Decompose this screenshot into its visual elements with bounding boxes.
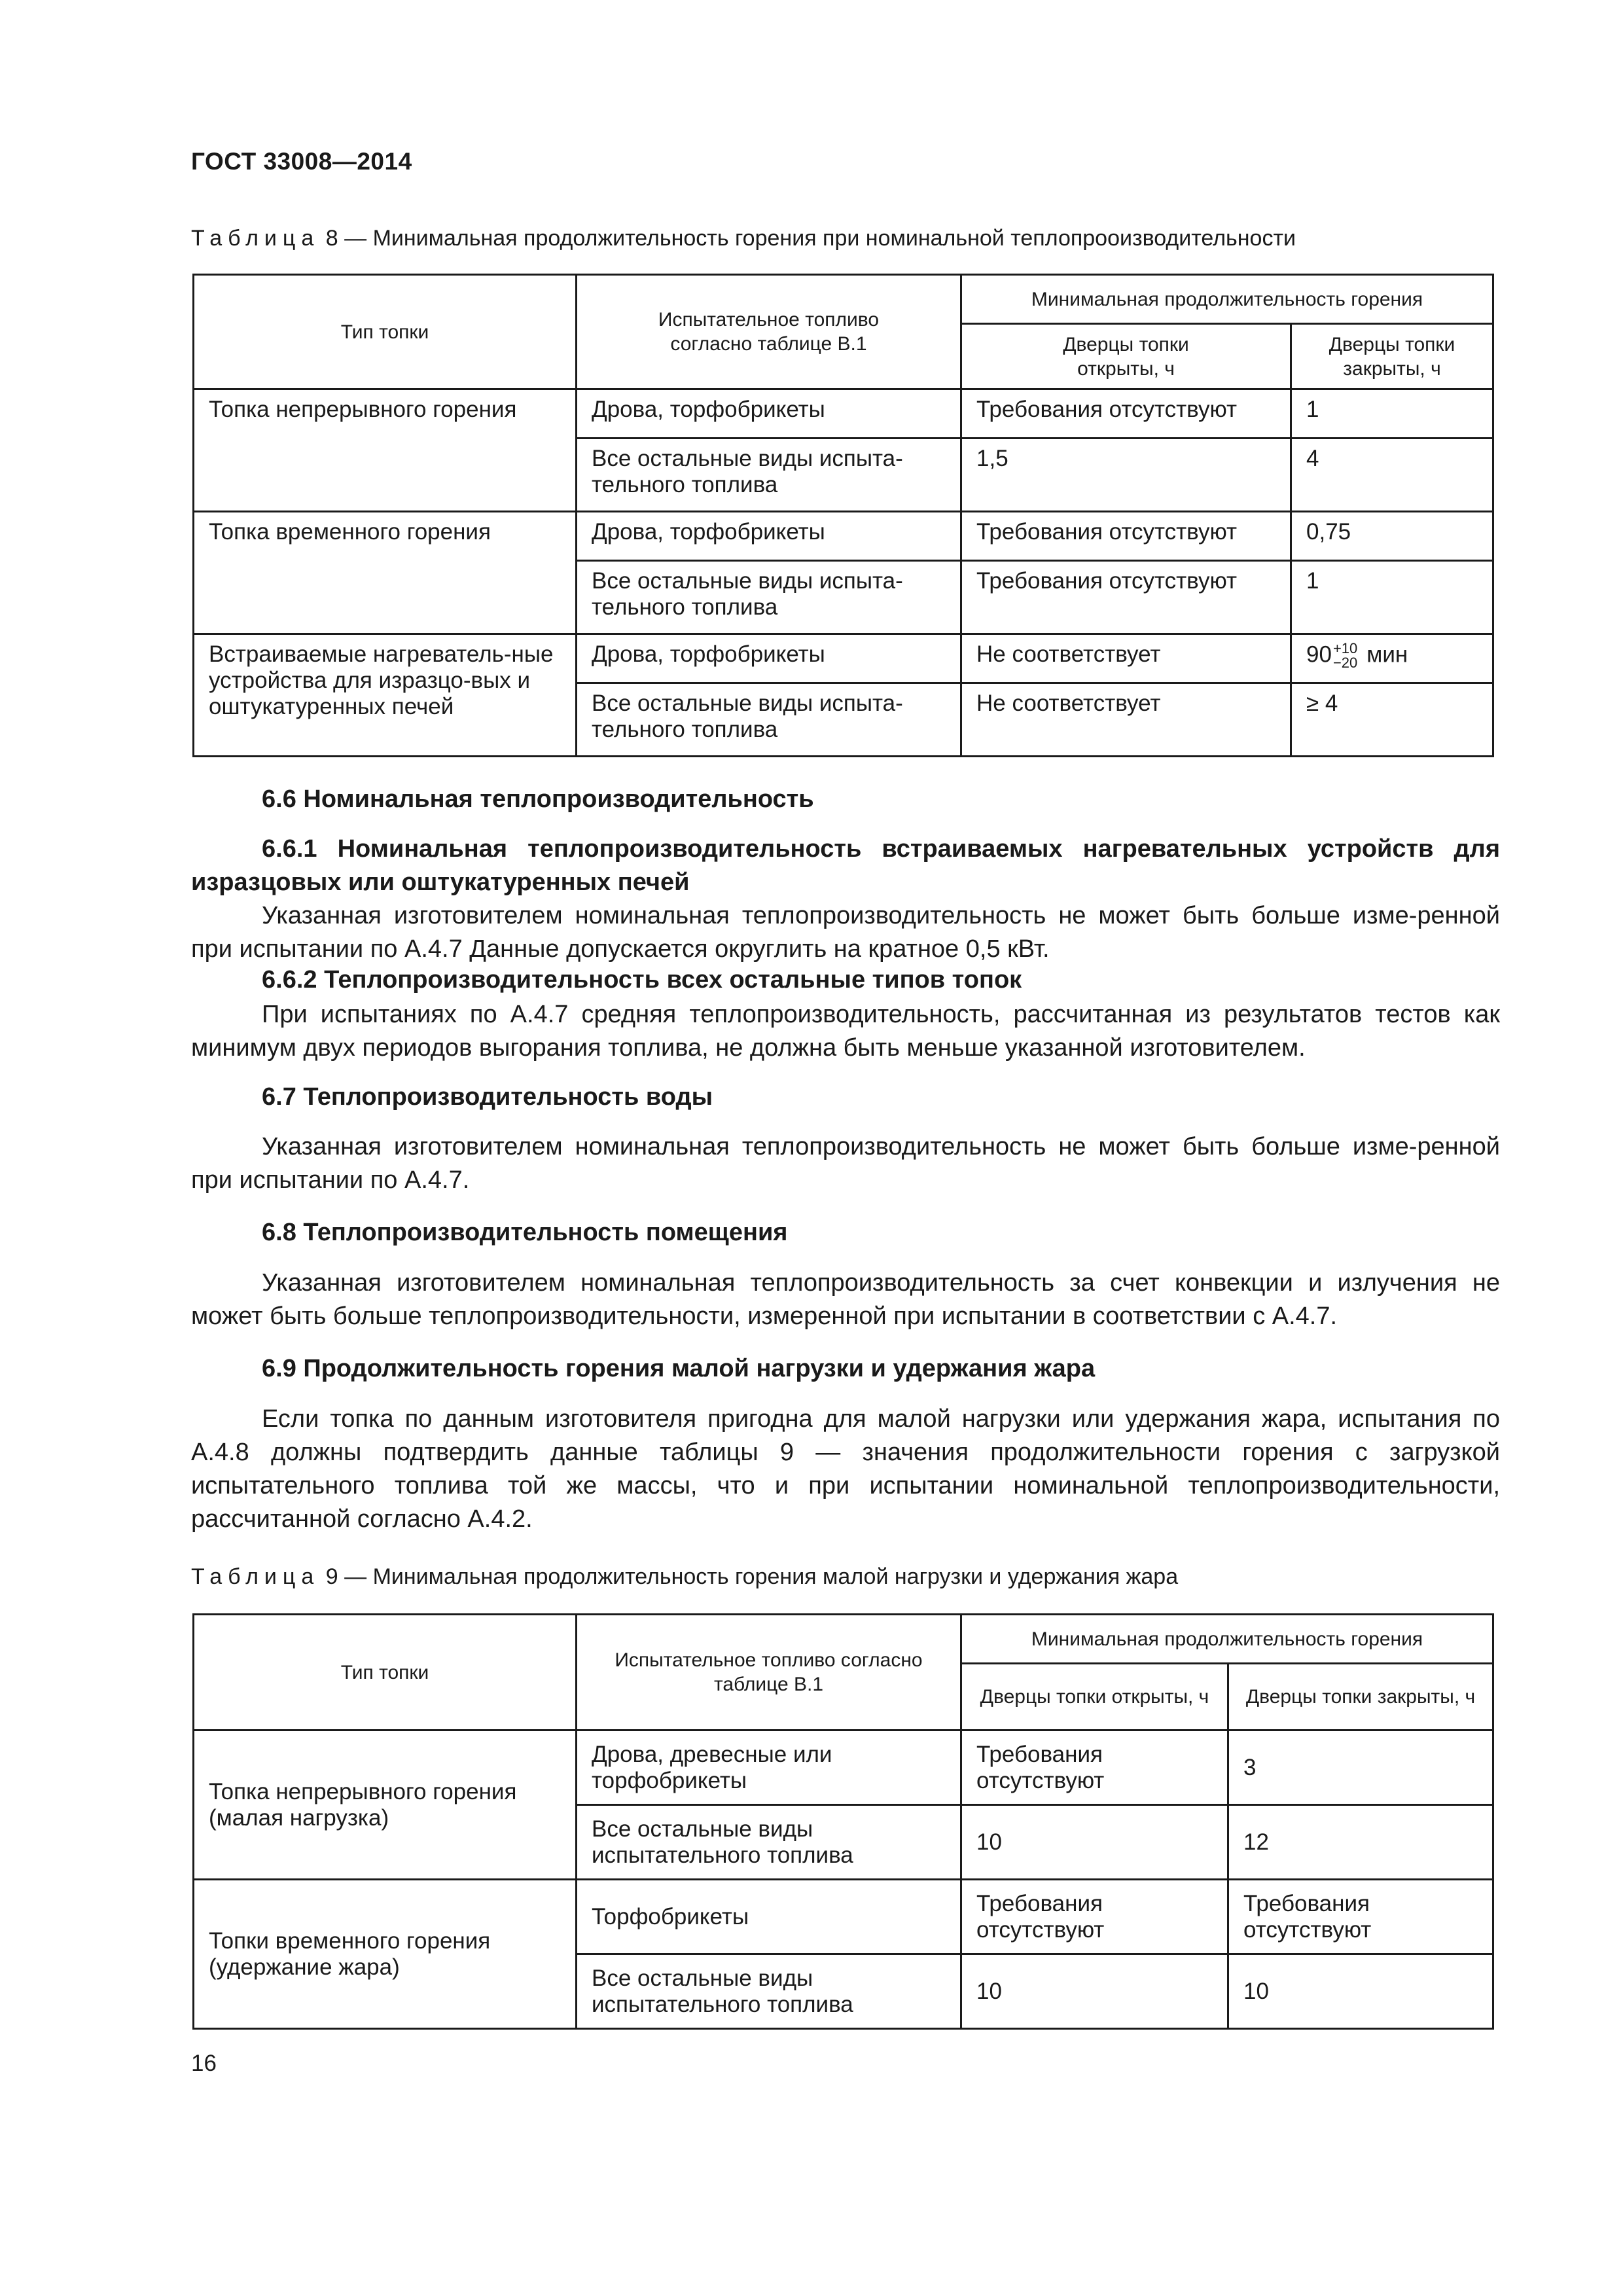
table-8-cell-closed: 1 [1291,389,1493,439]
table-9-cell-closed: 12 [1228,1805,1493,1880]
table-row [194,1880,1493,1954]
table-8-cell-closed: 1 [1291,561,1493,634]
table-8-cell-fuel: Все остальные виды испыта-тельного топлива [577,683,961,757]
table-row [194,389,1493,439]
table-8-cell-open: Требования отсутствуют [961,389,1291,439]
section-6-6-2-heading: 6.6.2 Теплопроизводительность всех остальные типов топок [262,966,1022,994]
table-9-cell-open: Требования отсутствуют [961,1880,1228,1954]
table-9-header-fuel: Испытательное топливо согласно таблице В.1 [577,1615,961,1731]
table-8-cell-fuel: Все остальные виды испыта-тельного топлива [577,561,961,634]
table-8-cell-type: Топка непрерывного горения [194,389,577,512]
table-9-header-closed: Дверцы топки закрыты, ч [1228,1664,1493,1731]
table-8-caption-word: Таблица [191,226,320,251]
table-9-cell-type: Топки временного горения (удержание жара) [194,1880,577,2029]
table-9-header-min-duration: Минимальная продолжительность горения [961,1615,1493,1664]
section-6-9-heading: 6.9 Продолжительность горения малой нагрузки и удержания жара [262,1355,1096,1382]
table-9-cell-closed: Требования отсутствуют [1228,1880,1493,1954]
table-row [194,512,1493,561]
table-8-caption-text: 8 — Минимальная продолжительность горения при номинальной теплопрооизводительности [325,226,1296,251]
table-8-caption [191,226,1296,251]
section-6-8-heading: 6.8 Теплопроизводительность помещения [262,1219,788,1246]
table-9-cell-fuel: Все остальные виды испытательного топлива [577,1954,961,2029]
section-6-6-heading: 6.6 Номинальная теплопроизводительность [262,785,814,813]
table-9-cell-open: 10 [961,1805,1228,1880]
table-8-header-type: Тип топки [194,275,577,389]
document-header-title: ГОСТ 33008—2014 [191,148,412,175]
table-8-cell-closed [1291,634,1493,683]
table-8-cell-open: Не соответствует [961,683,1291,757]
table-9-header-open: Дверцы топки открыты, ч [961,1664,1228,1731]
table-8-cell-fuel: Дрова, торфобрикеты [577,389,961,439]
tolerance-base: 90 [1306,641,1332,668]
table-8-cell-closed: 0,75 [1291,512,1493,561]
table-row [194,634,1493,683]
section-6-8-text: Указанная изготовителем номинальная теплопроизводительность за счет конвекции и излучения не может быть больше теплопроизводительности, измеренной при испытании в соответствии с А.4.7. [191,1269,1500,1330]
table-8-cell-closed: 4 [1291,439,1493,512]
table-8-cell-fuel: Дрова, торфобрикеты [577,634,961,683]
table-8-header-fuel: Испытательное топливо согласно таблице В.1 [577,275,961,389]
page-number: 16 [191,2051,217,2076]
table-9-cell-fuel: Все остальные виды испытательного топлива [577,1805,961,1880]
table-9-cell-closed: 3 [1228,1731,1493,1805]
tolerance-unit: мин [1366,641,1408,668]
table-9-cell-closed: 10 [1228,1954,1493,2029]
tolerance-upper: +10 [1332,640,1358,656]
table-9-cell-fuel: Торфобрикеты [577,1880,961,1954]
table-8-cell-open: Требования отсутствуют [961,561,1291,634]
table-9-cell-open: Требования отсутствуют [961,1731,1228,1805]
table-9-caption [191,1564,1178,1590]
table-8-cell-type: Встраиваемые нагреватель-ные устройства для изразцо-вых и оштукатуренных печей [194,634,577,757]
table-8-cell-closed: ≥ 4 [1291,683,1493,757]
table-9-cell-type: Топка непрерывного горения (малая нагрузка) [194,1731,577,1880]
table-row [194,1731,1493,1805]
table-9 [192,1613,1494,2030]
tolerance-lower: −20 [1332,655,1358,671]
table-8-header-open: Дверцы топки открыты, ч [961,324,1291,389]
table-8 [192,274,1494,757]
table-8-cell-open: Не соответствует [961,634,1291,683]
table-8-header-closed: Дверцы топки закрыты, ч [1291,324,1493,389]
section-6-6-1-heading: 6.6.1 Номинальная теплопроизводительность встраиваемых нагревательных устройств для изразцовых или оштукатуренных печей [191,835,1500,896]
table-9-cell-fuel: Дрова, древесные или торфобрикеты [577,1731,961,1805]
table-8-header-min-duration: Минимальная продолжительность горения [961,275,1493,324]
section-6-7-heading: 6.7 Теплопроизводительность воды [262,1083,713,1111]
table-9-caption-text: 9 — Минимальная продолжительность горения малой нагрузки и удержания жара [325,1564,1179,1589]
table-8-cell-type: Топка временного горения [194,512,577,634]
table-9-caption-word: Таблица [191,1564,320,1589]
table-9-cell-open: 10 [961,1954,1228,2029]
section-6-6-2-text: При испытаниях по А.4.7 средняя теплопроизводительность, рассчитанная из результатов тестов как минимум двух периодов выгорания топлива, не должна быть меньше указанной изготовителем. [191,1001,1500,1062]
table-8-cell-fuel: Все остальные виды испыта-тельного топлива [577,439,961,512]
table-8-cell-fuel: Дрова, торфобрикеты [577,512,961,561]
section-6-9-text: Если топка по данным изготовителя пригодна для малой нагрузки или удержания жара, испытания по А.4.8 должны подтвердить данные таблицы 9 — значения продолжительности горения с загрузкой испытательного топлива той же массы, что и при испытании номинальной теплопроизводительности, рассчитанной согласно А.4.2. [191,1405,1500,1533]
table-8-cell-open: 1,5 [961,439,1291,512]
table-8-cell-open: Требования отсутствуют [961,512,1291,561]
table-9-header-type: Тип топки [194,1615,577,1731]
section-6-6-1-text: Указанная изготовителем номинальная теплопроизводительность не может быть больше изме-ренной при испытании по А.4.7 Данные допускается округлить на кратное 0,5 кВт. [191,902,1500,963]
tolerance-range [1333,641,1357,670]
section-6-7-text: Указанная изготовителем номинальная теплопроизводительность не может быть больше изме-ренной при испытании по А.4.7. [191,1133,1500,1194]
